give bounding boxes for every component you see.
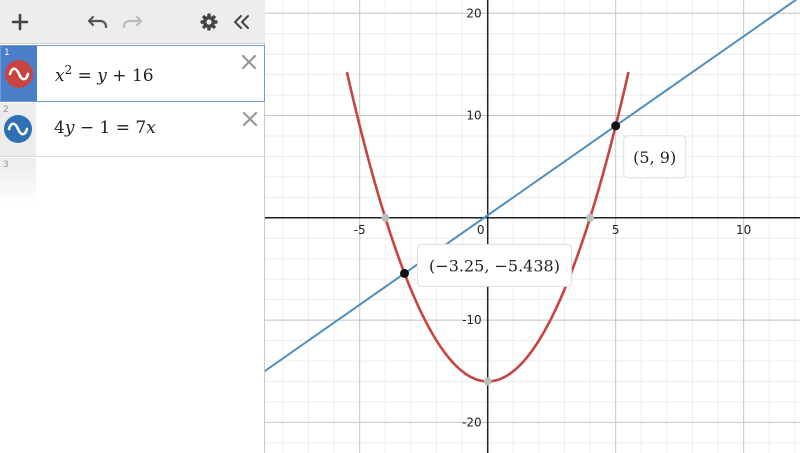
x-tick-label: -5 — [353, 222, 366, 237]
collapse-panel-icon[interactable] — [228, 8, 256, 36]
expression-index: 3 — [3, 160, 9, 170]
x-tick-label: 10 — [736, 222, 752, 237]
x-tick-label: 5 — [611, 222, 620, 237]
wave-icon[interactable] — [4, 115, 32, 143]
x-tick-label: 0 — [476, 222, 485, 237]
point-label-text: (−3.25, −5.438) — [429, 256, 560, 276]
intersection-point — [400, 269, 409, 278]
y-tick-label: -10 — [462, 313, 482, 328]
intersection-point — [611, 121, 620, 130]
undo-icon[interactable] — [84, 8, 112, 36]
intercept-point — [484, 377, 492, 385]
expression-list-panel — [0, 0, 265, 453]
close-icon[interactable] — [241, 110, 259, 128]
expression-input-1[interactable]: $x^2 = y + 16$ — [55, 63, 154, 86]
graph-canvas[interactable] — [265, 0, 800, 453]
expression-index: 1 — [4, 48, 10, 58]
expression-row-2[interactable] — [0, 103, 265, 157]
expression-index: 2 — [3, 105, 9, 115]
graph-paper[interactable] — [265, 0, 800, 453]
expression-row-3[interactable] — [0, 158, 265, 208]
plus-icon[interactable] — [6, 8, 34, 36]
y-tick-label: -20 — [462, 415, 482, 430]
linear-curve — [265, 0, 800, 389]
intercept-point — [381, 214, 389, 222]
close-icon[interactable] — [240, 53, 258, 71]
expression-row-1[interactable] — [0, 45, 265, 102]
intercept-point — [586, 214, 594, 222]
expression-toolbar — [0, 0, 265, 44]
redo-icon[interactable] — [118, 8, 146, 36]
y-tick-label: 10 — [466, 108, 482, 123]
gear-icon[interactable] — [195, 8, 223, 36]
y-tick-label: 20 — [466, 6, 482, 21]
wave-icon[interactable] — [5, 60, 33, 88]
expression-input-2[interactable]: 4y − 1 = 7x — [54, 118, 156, 138]
point-label-text: (5, 9) — [633, 147, 677, 167]
